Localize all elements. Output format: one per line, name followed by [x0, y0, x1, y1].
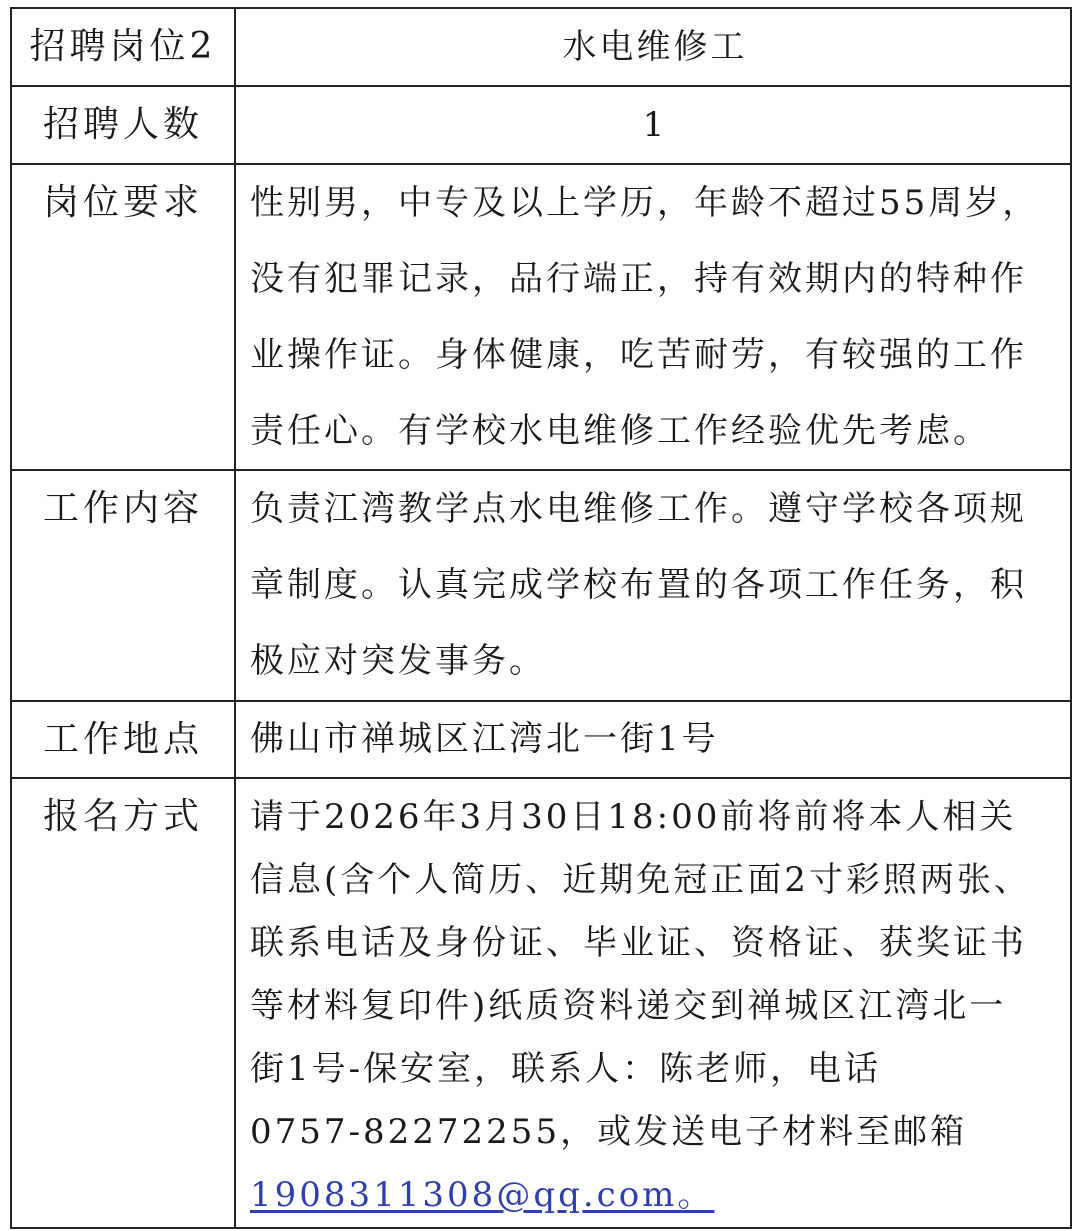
- table-row-application: [11, 778, 1071, 1228]
- table-row-headcount: [11, 86, 1071, 164]
- requirements-text: [235, 164, 1071, 470]
- requirements-line: 业操作证。身体健康，吃苦耐劳，有较强的工作: [250, 335, 1027, 375]
- duties-label: 工作内容: [42, 488, 203, 529]
- duties-text: [235, 470, 1071, 701]
- table-row-position: [11, 8, 1071, 86]
- table-row-location: [11, 701, 1071, 778]
- application-label: 报名方式: [42, 796, 203, 837]
- duties-line: 章制度。认真完成学校布置的各项工作任务，积: [250, 565, 1027, 605]
- position-label: 招聘岗位2: [29, 26, 217, 67]
- application-line: 街1号-保安室，联系人：陈老师，电话: [250, 1049, 882, 1089]
- application-line: 0757-82272255，或发送电子材料至邮箱: [250, 1112, 968, 1152]
- requirements-line: 没有犯罪记录，品行端正，持有效期内的特种作: [250, 259, 1027, 299]
- application-text: [235, 778, 1071, 1228]
- headcount-label: 招聘人数: [42, 104, 203, 145]
- duties-line: 负责江湾教学点水电维修工作。遵守学校各项规: [250, 489, 1027, 529]
- application-line: 信息(含个人简历、近期免冠正面2寸彩照两张、: [250, 860, 1031, 900]
- table-row-requirements: [11, 164, 1071, 470]
- application-line: 等材料复印件)纸质资料递交到禅城区江湾北一: [250, 986, 1007, 1026]
- location-label: 工作地点: [42, 719, 203, 760]
- table-row-duties: [11, 470, 1071, 701]
- duties-line: 极应对突发事务。: [250, 641, 546, 681]
- position-value: 水电维修工: [562, 27, 748, 67]
- email-link[interactable]: 1908311308@qq.com。: [250, 1175, 715, 1215]
- requirements-line: 性别男，中专及以上学历，年龄不超过55周岁，: [250, 183, 1040, 223]
- application-line: 联系电话及身份证、毕业证、资格证、获奖证书: [250, 923, 1027, 963]
- application-line: 请于2026年3月30日18:00前将前将本人相关: [250, 797, 1017, 837]
- requirements-line: 责任心。有学校水电维修工作经验优先考虑。: [250, 411, 990, 451]
- requirements-label: 岗位要求: [42, 182, 203, 223]
- headcount-value: 1: [642, 105, 668, 145]
- job-posting-table: [10, 7, 1072, 1229]
- location-value: 佛山市禅城区江湾北一街1号: [250, 719, 719, 759]
